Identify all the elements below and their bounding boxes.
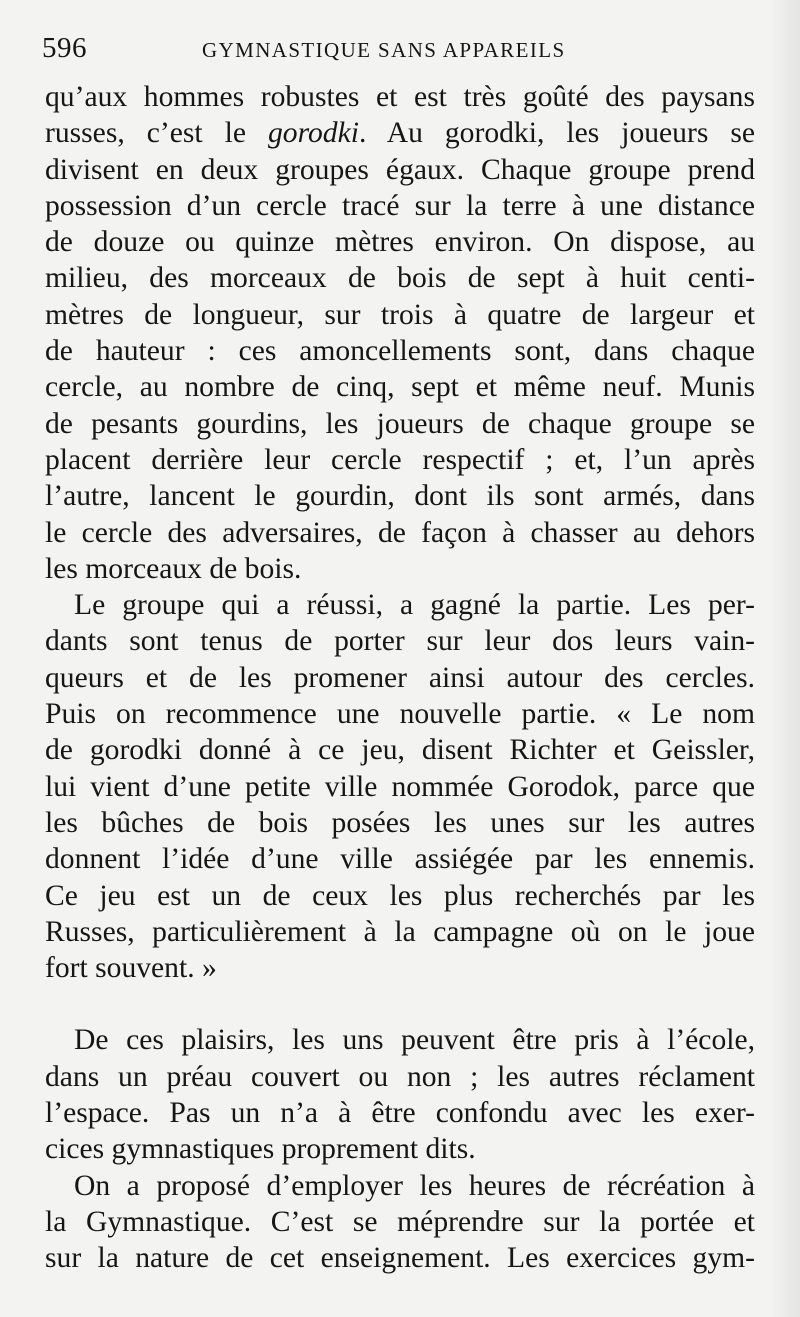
text-line: Puis on recommence une nouvelle partie. « Le nom: [45, 698, 755, 731]
running-title: GYMNASTIQUE SANS APPAREILS: [202, 38, 566, 62]
text-line: possession d’un cercle tracé sur la terre à une distance: [45, 189, 755, 222]
page-header: [42, 30, 758, 70]
text-line: Russes, particulièrement à la campagne où on le joue: [45, 915, 755, 948]
text-line: On a proposé d’employer les heures de récréation à: [74, 1169, 755, 1202]
page-edge-shadow: [770, 0, 800, 1317]
section-gap: [45, 986, 755, 1022]
text-segment: russes, c’est le: [45, 117, 268, 150]
text-segment: . Au gorodki, les joueurs se: [358, 117, 755, 150]
text-line: les bûches de bois posées les unes sur les autres: [45, 806, 755, 839]
text-line: la Gymnastique. C’est se méprendre sur la portée et: [45, 1205, 755, 1238]
text-line: De ces plaisirs, les uns peuvent être pris à l’école,: [74, 1024, 755, 1057]
text-line: Ce jeu est un de ceux les plus recherchés par les: [45, 879, 755, 912]
text-line: dants sont tenus de porter sur leur dos leurs vain-: [45, 625, 755, 658]
text-line: cices gymnastiques proprement dits.: [45, 1133, 476, 1166]
text-line: l’espace. Pas un n’a à être confondu avec les exer-: [45, 1097, 755, 1130]
text-line: fort souvent. »: [45, 952, 217, 985]
paragraph-4: [45, 1168, 755, 1277]
text-line: lui vient d’une petite ville nommée Gorodok, parce que: [45, 770, 755, 803]
text-line: mètres de longueur, sur trois à quatre de largeur et: [45, 298, 755, 331]
body-text: [45, 79, 755, 1277]
text-line: l’autre, lancent le gourdin, dont ils sont armés, dans: [45, 480, 755, 513]
text-line: de gorodki donné à ce jeu, disent Richter et Geissler,: [45, 734, 755, 767]
text-line: qu’aux hommes robustes et est très goûté des paysans: [45, 81, 755, 113]
paragraph-2: [45, 587, 755, 986]
text-line: de pesants gourdins, les joueurs de chaque groupe se: [45, 407, 755, 440]
paragraph-3: [45, 1022, 755, 1167]
paragraph-1: [45, 79, 755, 587]
text-line: [45, 115, 755, 151]
text-line: le cercle des adversaires, de façon à chasser au dehors: [45, 516, 755, 549]
text-line: cercle, au nombre de cinq, sept et même neuf. Munis: [45, 371, 755, 404]
text-line: milieu, des morceaux de bois de sept à huit centi-: [45, 262, 755, 295]
text-line: dans un préau couvert ou non ; les autres réclament: [45, 1060, 755, 1093]
text-line: de hauteur : ces amoncellements sont, dans chaque: [45, 335, 755, 368]
text-line: divisent en deux groupes égaux. Chaque groupe prend: [45, 153, 755, 186]
text-line: les morceaux de bois.: [45, 552, 302, 585]
text-line: placent derrière leur cercle respectif ; et, l’un après: [45, 443, 755, 476]
text-line: Le groupe qui a réussi, a gagné la partie. Les per-: [74, 589, 755, 622]
italic-term: gorodki: [267, 117, 359, 150]
text-line: sur la nature de cet enseignement. Les exercices gym-: [45, 1242, 755, 1275]
text-line: queurs et de les promener ainsi autour des cercles.: [45, 661, 755, 694]
page-number: 596: [42, 32, 87, 64]
text-line: de douze ou quinze mètres environ. On dispose, au: [45, 226, 755, 259]
text-line: donnent l’idée d’une ville assiégée par les ennemis.: [45, 843, 755, 876]
